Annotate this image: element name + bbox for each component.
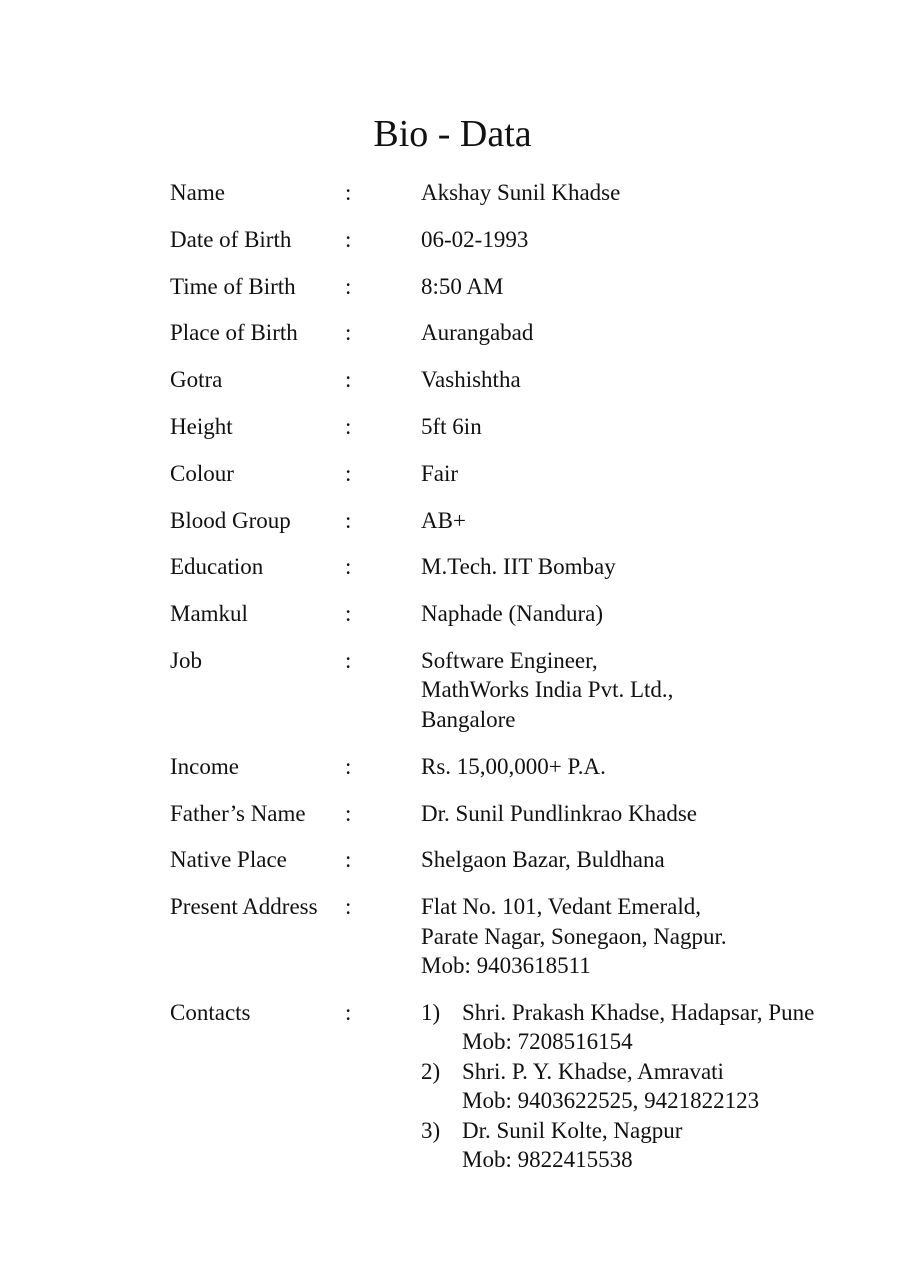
- contact-line: Shri. Prakash Khadse, Hadapsar, Pune: [462, 999, 815, 1025]
- field-label: Place of Birth: [170, 320, 298, 346]
- field-separator: :: [345, 413, 352, 439]
- field-value-line: 06-02-1993: [421, 226, 529, 252]
- field-value: [421, 318, 870, 348]
- field-separator: :: [345, 367, 352, 393]
- field-row: [170, 178, 870, 208]
- field-label: Education: [170, 554, 264, 580]
- field-separator: :: [345, 554, 352, 580]
- field-value: [421, 599, 870, 629]
- field-value: [421, 892, 870, 981]
- contacts-row: [170, 998, 870, 1175]
- field-value-line: Akshay Sunil Khadse: [421, 180, 621, 205]
- contact-item: [421, 1057, 870, 1116]
- field-value-line: Parate Nagar, Sonegaon, Nagpur.: [421, 923, 727, 949]
- field-label: Income: [170, 753, 239, 779]
- field-value-line: M.Tech. IIT Bombay: [421, 554, 616, 580]
- field-value-line: Dr. Sunil Pundlinkrao Khadse: [421, 800, 697, 826]
- field-value-line: Shelgaon Bazar, Buldhana: [421, 847, 665, 873]
- field-label: Father’s Name: [170, 800, 306, 826]
- contact-number: 3): [421, 1117, 441, 1143]
- field-separator: :: [345, 847, 352, 873]
- contacts-list: [421, 998, 870, 1175]
- contact-line: Mob: 9822415538: [462, 1147, 633, 1173]
- field-separator: :: [345, 460, 352, 486]
- field-separator: :: [345, 753, 352, 779]
- field-value: [421, 365, 870, 395]
- field-value-line: Vashishtha: [421, 367, 521, 393]
- field-value-line: Fair: [421, 460, 459, 486]
- field-value: [421, 799, 870, 829]
- field-label: Blood Group: [170, 507, 291, 533]
- field-value-line: Software Engineer,: [421, 647, 598, 673]
- field-value: [421, 552, 870, 582]
- field-value-line: MathWorks India Pvt. Ltd.,: [421, 677, 674, 703]
- field-label: Colour: [170, 460, 234, 486]
- field-value: [421, 506, 870, 536]
- contact-line: Mob: 7208516154: [462, 1029, 633, 1055]
- field-separator: :: [345, 180, 352, 205]
- contact-details: [462, 998, 870, 1057]
- field-label: Date of Birth: [170, 226, 292, 252]
- field-value: [421, 646, 870, 735]
- field-value: [421, 225, 870, 255]
- field-value-line: Flat No. 101, Vedant Emerald,: [421, 894, 701, 920]
- field-value: [421, 178, 870, 208]
- field-row: [170, 646, 870, 735]
- field-separator: :: [345, 273, 352, 299]
- field-label: Mamkul: [170, 601, 248, 627]
- field-row: [170, 412, 870, 442]
- field-list: [170, 178, 870, 1175]
- field-separator: :: [345, 601, 352, 627]
- field-value-line: 8:50 AM: [421, 273, 504, 299]
- field-row: [170, 845, 870, 875]
- contacts-label: Contacts: [170, 999, 251, 1025]
- contact-number: 1): [421, 999, 441, 1025]
- field-row: [170, 552, 870, 582]
- field-separator: :: [345, 647, 352, 673]
- contact-number: 2): [421, 1058, 441, 1084]
- field-row: [170, 272, 870, 302]
- field-label: Height: [170, 413, 233, 439]
- field-value: [421, 412, 870, 442]
- field-row: [170, 799, 870, 829]
- field-label: Gotra: [170, 367, 223, 393]
- contact-line: Mob: 9403622525, 9421822123: [462, 1088, 760, 1114]
- field-row: [170, 752, 870, 782]
- contact-details: [462, 1057, 870, 1116]
- field-value-line: Naphade (Nandura): [421, 601, 603, 627]
- field-value: [421, 272, 870, 302]
- field-value-line: Aurangabad: [421, 320, 534, 346]
- field-row: [170, 506, 870, 536]
- field-value-line: 5ft 6in: [421, 413, 482, 439]
- field-value-line: Rs. 15,00,000+ P.A.: [421, 753, 606, 779]
- field-label: Name: [170, 180, 225, 205]
- field-label: Time of Birth: [170, 273, 296, 299]
- field-row: [170, 892, 870, 981]
- field-value: [421, 459, 870, 489]
- field-label: Job: [170, 647, 202, 673]
- field-separator: :: [345, 226, 352, 252]
- field-row: [170, 599, 870, 629]
- field-value-line: AB+: [421, 507, 466, 533]
- contact-line: Shri. P. Y. Khadse, Amravati: [462, 1058, 724, 1084]
- contact-details: [462, 1116, 870, 1175]
- field-value: [421, 752, 870, 782]
- field-row: [170, 459, 870, 489]
- field-separator: :: [345, 800, 352, 826]
- field-label: Native Place: [170, 847, 287, 873]
- field-label: Present Address: [170, 894, 318, 920]
- field-value: [421, 845, 870, 875]
- contact-item: [421, 998, 870, 1057]
- field-separator: :: [345, 320, 352, 346]
- field-value-line: Mob: 9403618511: [421, 953, 591, 979]
- contact-line: Dr. Sunil Kolte, Nagpur: [462, 1117, 683, 1143]
- contacts-separator: :: [345, 999, 352, 1025]
- field-separator: :: [345, 507, 352, 533]
- field-row: [170, 365, 870, 395]
- field-row: [170, 318, 870, 348]
- field-value-line: Bangalore: [421, 706, 516, 732]
- field-row: [170, 225, 870, 255]
- contact-item: [421, 1116, 870, 1175]
- field-separator: :: [345, 894, 352, 920]
- page-title: Bio - Data: [373, 113, 532, 155]
